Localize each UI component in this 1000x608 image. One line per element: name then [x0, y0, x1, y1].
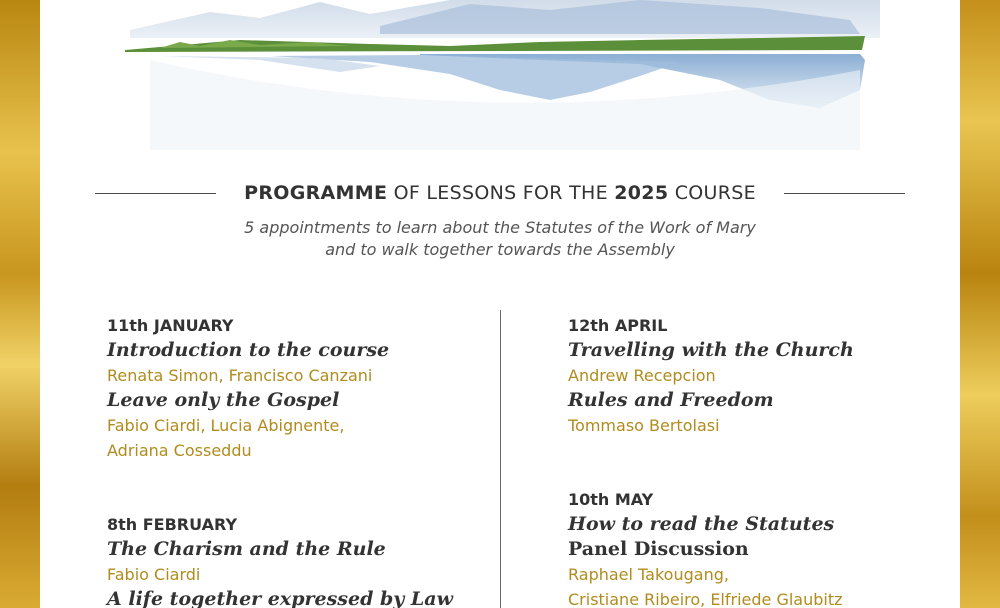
- session-date: 12th APRIL: [568, 316, 668, 335]
- lesson-title: How to read the Statutes: [568, 513, 835, 535]
- session-date: 11th JANUARY: [107, 316, 234, 335]
- subtitle-line-2: and to walk together towards the Assembly: [325, 240, 675, 259]
- subtitle-line-1: 5 appointments to learn about the Statutes of the Work of Mary: [244, 218, 756, 237]
- session-may: [568, 487, 843, 608]
- session-april: [568, 313, 854, 438]
- lesson-title: The Charism and the Rule: [107, 538, 386, 560]
- session-january: [107, 313, 389, 463]
- programme-heading: [95, 178, 905, 208]
- speakers: Fabio Ciardi, Lucia Abignente,: [107, 416, 345, 435]
- speakers: Fabio Ciardi: [107, 565, 201, 584]
- lesson-title: Introduction to the course: [107, 339, 390, 361]
- lesson-title: Panel Discussion: [568, 538, 749, 560]
- watercolor-lake-landscape: [120, 0, 880, 160]
- gold-border-right: [960, 0, 1000, 608]
- session-february: [107, 512, 453, 608]
- speakers: Tommaso Bertolasi: [568, 416, 720, 435]
- lesson-title: A life together expressed by Law: [107, 588, 453, 608]
- heading-rule-left: [95, 193, 216, 194]
- heading-rule-right: [784, 193, 905, 194]
- speakers: Renata Simon, Francisco Canzani: [107, 366, 373, 385]
- programme-sheet: [40, 0, 960, 608]
- lesson-title: Travelling with the Church: [568, 339, 854, 361]
- speakers: Raphael Takougang,: [568, 565, 729, 584]
- speakers: Andrew Recepcion: [568, 366, 716, 385]
- session-date: 10th MAY: [568, 490, 654, 509]
- speakers: Cristiane Ribeiro, Elfriede Glaubitz: [568, 590, 843, 608]
- column-divider: [500, 310, 501, 608]
- lesson-title: Rules and Freedom: [568, 389, 774, 411]
- lesson-title: Leave only the Gospel: [107, 389, 340, 411]
- heading-text: PROGRAMME OF LESSONS FOR THE 2025 COURSE: [244, 182, 756, 204]
- gold-border-left: [0, 0, 40, 608]
- session-date: 8th FEBRUARY: [107, 515, 238, 534]
- speakers: Adriana Cosseddu: [107, 441, 252, 460]
